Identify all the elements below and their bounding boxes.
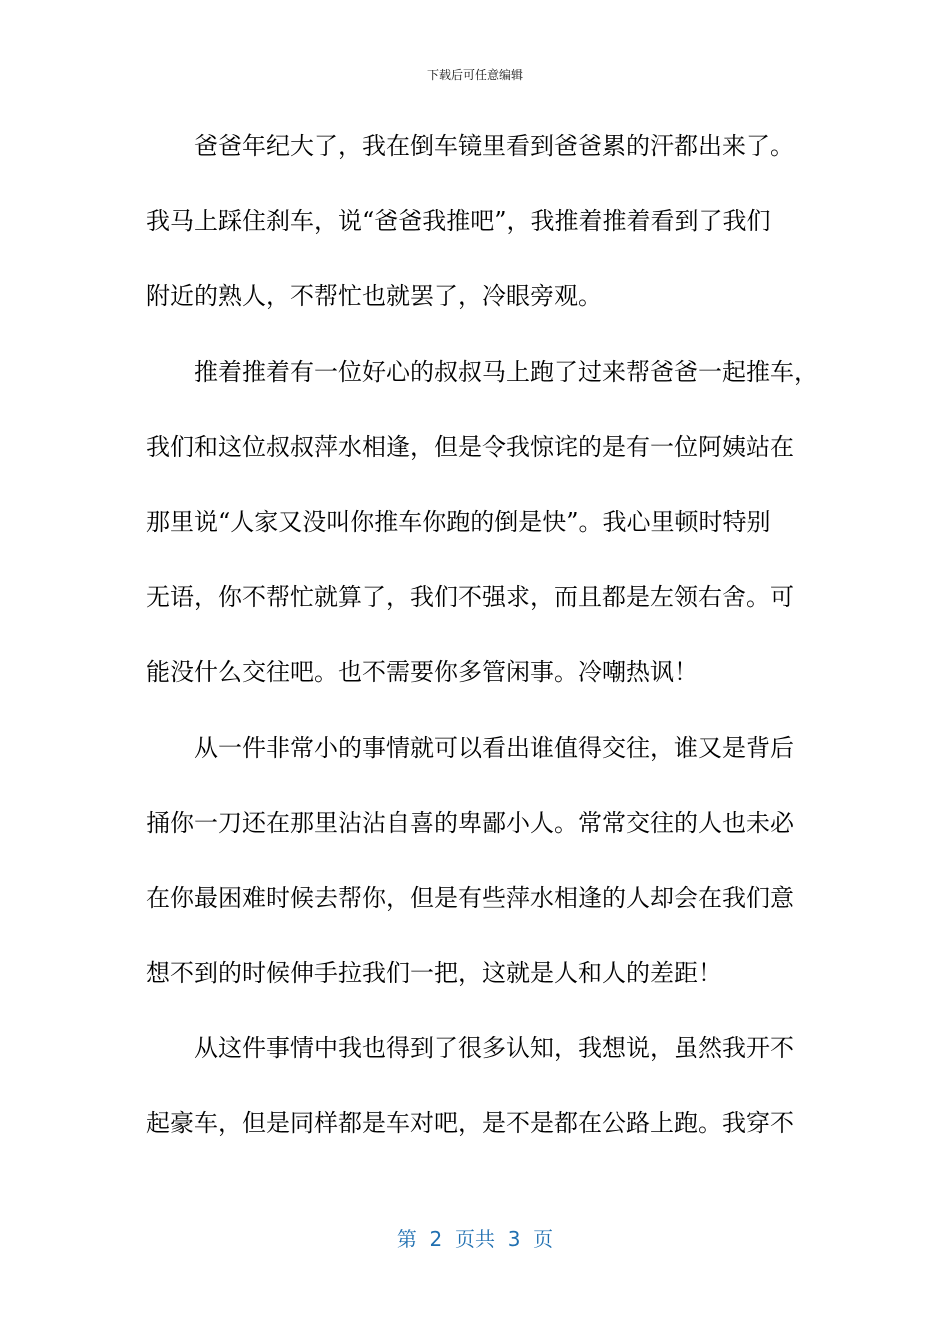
text-line: 我们和这位叔叔萍水相逢，但是令我惊诧的是有一位阿姨站在 bbox=[146, 432, 794, 461]
text-line: 我马上踩住刹车，说“爸爸我推吧”，我推着推着看到了我们 bbox=[146, 207, 771, 236]
page-header: 下载后可任意编辑 bbox=[426, 68, 523, 82]
text-line: 无语，你不帮忙就算了，我们不强求，而且都是左领右舍。可 bbox=[146, 583, 794, 612]
text-line: 推着推着有一位好心的叔叔马上跑了过来帮爸爸一起推车， bbox=[194, 357, 818, 386]
text-line: 捅你一刀还在那里沾沾自喜的卑鄙小人。常常交往的人也未必 bbox=[146, 808, 794, 837]
text-line: 想不到的时候伸手拉我们一把，这就是人和人的差距！ bbox=[146, 959, 722, 988]
text-line: 爸爸年纪大了，我在倒车镜里看到爸爸累的汗都出来了。 bbox=[194, 132, 794, 160]
text-line: 能没什么交往吧。也不需要你多管闲事。冷嘲热讽！ bbox=[146, 658, 698, 687]
text-line: 起豪车，但是同样都是车对吧，是不是都在公路上跑。我穿不 bbox=[146, 1109, 794, 1138]
text-line: 在你最困难时候去帮你，但是有些萍水相逢的人却会在我们意 bbox=[146, 883, 794, 912]
text-line: 从这件事情中我也得到了很多认知，我想说，虽然我开不 bbox=[194, 1034, 794, 1063]
text-line: 附近的熟人，不帮忙也就罢了，冷眼旁观。 bbox=[146, 282, 602, 311]
page-number-footer: 第 2 页共 3 页 bbox=[396, 1227, 554, 1251]
body-text bbox=[146, 124, 818, 1177]
text-line: 从一件非常小的事情就可以看出谁值得交往，谁又是背后 bbox=[194, 733, 794, 762]
text-line: 那里说“人家又没叫你推车你跑的倒是快”。我心里顿时特别 bbox=[146, 507, 771, 536]
